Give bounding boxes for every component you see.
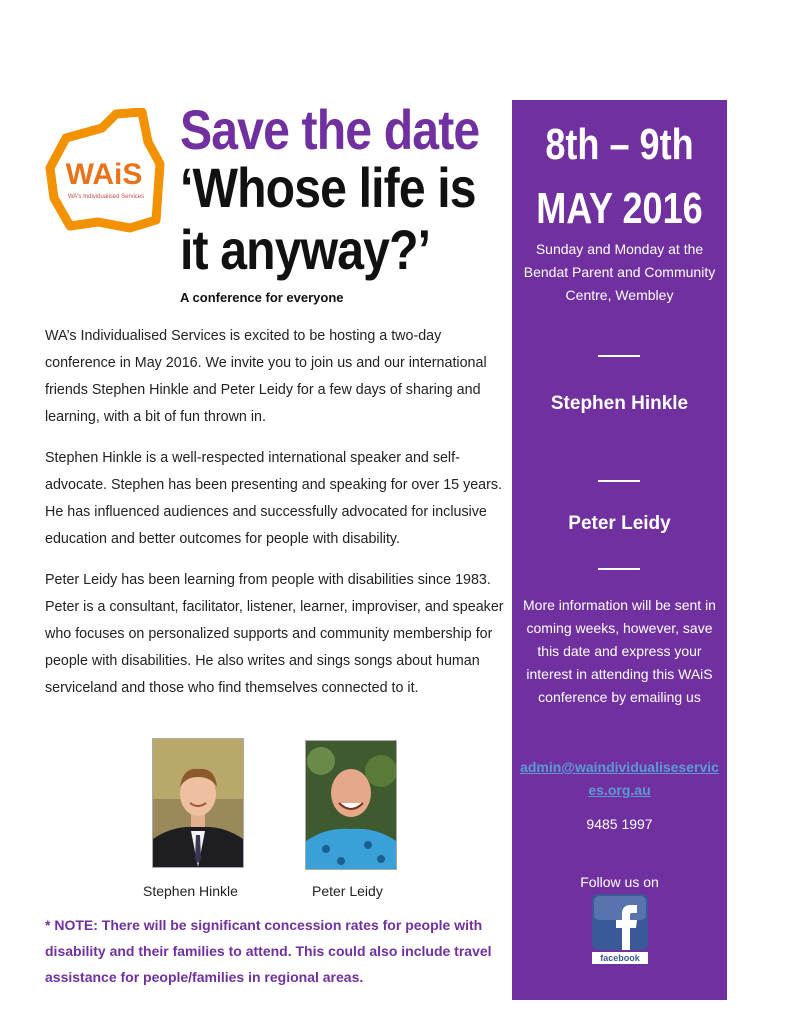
title-line-2: it anyway?’	[180, 218, 431, 281]
venue-text: Sunday and Monday at the Bendat Parent and Community Centre, Wembley	[523, 241, 716, 303]
divider	[598, 355, 640, 357]
divider	[598, 568, 640, 570]
logo-text: WAiS	[65, 158, 143, 191]
stephen-hinkle-caption: Stephen Hinkle	[143, 883, 238, 899]
event-details-panel	[512, 100, 727, 1000]
date-range: 8th – 9th	[545, 120, 694, 169]
peter-leidy-caption: Peter Leidy	[312, 883, 383, 899]
stephen-hinkle-photo	[152, 738, 244, 868]
date-month-year: MAY 2016	[536, 184, 703, 233]
peter-bio-paragraph: Peter Leidy has been learning from people with disabilities since 1983. Peter is a consultant, facilitator, listener, learner, improviser, and speaker who focuses on personalized supports and community membership for people with disabilities. He also writes and sings songs about human serviceland and those who find themselves connected to it.	[45, 572, 504, 696]
facebook-icon[interactable]	[592, 894, 648, 964]
wais-logo	[44, 108, 174, 238]
title-line-1: ‘Whose life is	[180, 156, 476, 219]
logo-tagline: WA's Individualised Services	[67, 194, 145, 200]
peter-leidy-photo	[305, 740, 397, 870]
email-link[interactable]: admin@waindividualiseservices.org.au	[520, 759, 719, 798]
concession-note: * NOTE: There will be significant concession rates for people with disability and their families to attend. This could also include travel assistance for people/families in regional areas.	[45, 917, 492, 985]
facebook-label: facebook	[600, 953, 640, 963]
more-info-text: More information will be sent in coming weeks, however, save this date and express your interest in attending this WAiS conference by emailing us	[523, 597, 716, 705]
follow-us-label: Follow us on	[580, 874, 659, 890]
subtitle: A conference for everyone	[180, 290, 344, 305]
speaker-peter-leidy: Peter Leidy	[568, 513, 671, 534]
stephen-bio-paragraph: Stephen Hinkle is a well-respected international speaker and self-advocate. Stephen has been presenting and speaking for over 15 years. He has influenced audiences and successfully advocated for inclusive education and better outcomes for people with disability.	[45, 450, 503, 547]
speaker-stephen-hinkle: Stephen Hinkle	[550, 393, 689, 414]
phone-number: 9485 1997	[586, 816, 653, 832]
intro-paragraph: WA’s Individualised Services is excited to be hosting a two-day conference in May 2016. We invite you to join us and our international friends Stephen Hinkle and Peter Leidy for a few days of sharing and learning, with a bit of fun thrown in.	[45, 328, 487, 425]
divider	[598, 480, 640, 482]
save-the-date-heading: Save the date	[180, 98, 480, 161]
